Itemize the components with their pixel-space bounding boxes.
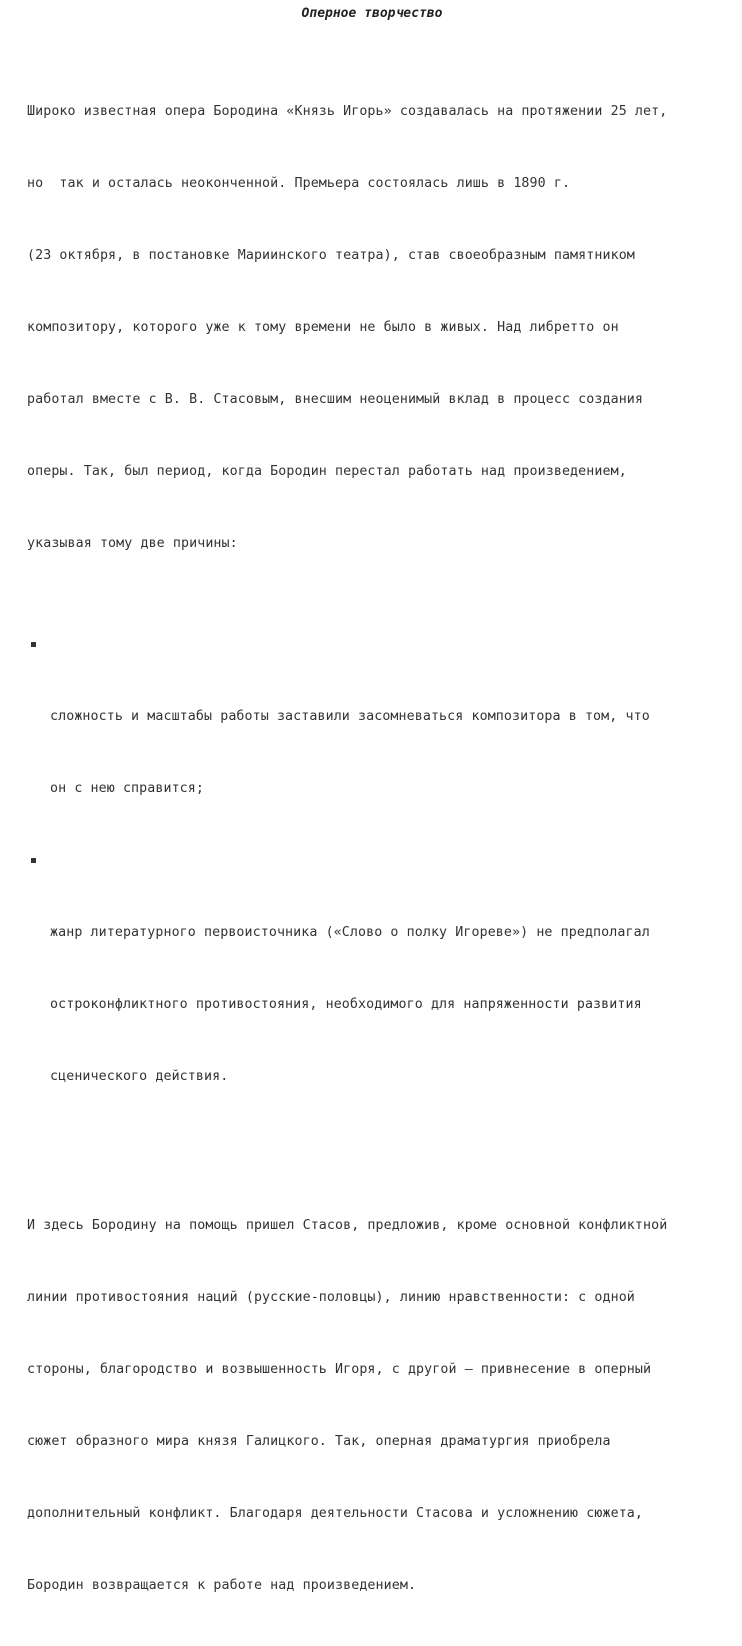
paragraph-line: (23 октября, в постановке Мариинского театра), став своеобразным памятником [27,248,635,263]
paragraph-line: оперы. Так, был период, когда Бородин перестал работать над произведением, [27,464,627,479]
list-item-line: сценического действия. [50,1069,229,1084]
document-title: Оперное творчество [301,6,443,21]
paragraph-line: сюжет образного мира князя Галицкого. Так, оперная драматургия приобрела [27,1434,611,1449]
list-item [27,849,727,1137]
paragraph-conclusion [27,1166,727,1646]
list-item-line: сложность и масштабы работы заставили засомневаться композитора в том, что [50,709,650,724]
paragraph-intro [27,52,727,604]
paragraph-line: указывая тому две причины: [27,536,238,551]
list-item-line: он с нею справится; [50,781,205,796]
document-page [27,0,727,1646]
paragraph-line: дополнительный конфликт. Благодаря деятельности Стасова и усложнению сюжета, [27,1506,644,1521]
paragraph-line: И здесь Бородину на помощь пришел Стасов, предложив, кроме основной конфликтной [27,1218,668,1233]
square-bullet-icon [31,858,36,863]
list-item-line: остроконфликтного противостояния, необходимого для напряженности развития [50,997,642,1012]
reasons-list [27,633,727,1137]
square-bullet-icon [31,642,36,647]
paragraph-line: стороны, благородство и возвышенность Игоря, с другой – привнесение в оперный [27,1362,652,1377]
list-item-line: жанр литературного первоисточника («Слово о полку Игореве») не предполагал [50,925,650,940]
list-item [27,633,727,849]
paragraph-line: но так и осталась неоконченной. Премьера состоялась лишь в 1890 г. [27,176,571,191]
paragraph-line: композитору, которого уже к тому времени не было в живых. Над либретто он [27,320,619,335]
paragraph-line: работал вместе с В. В. Стасовым, внесшим неоценимый вклад в процесс создания [27,392,644,407]
paragraph-line: Бородин возвращается к работе над произведением. [27,1578,417,1593]
paragraph-line: линии противостояния наций (русские-половцы), линию нравственности: с одной [27,1290,635,1305]
paragraph-line: Широко известная опера Бородина «Князь Игорь» создавалась на протяжении 25 лет, [27,104,668,119]
